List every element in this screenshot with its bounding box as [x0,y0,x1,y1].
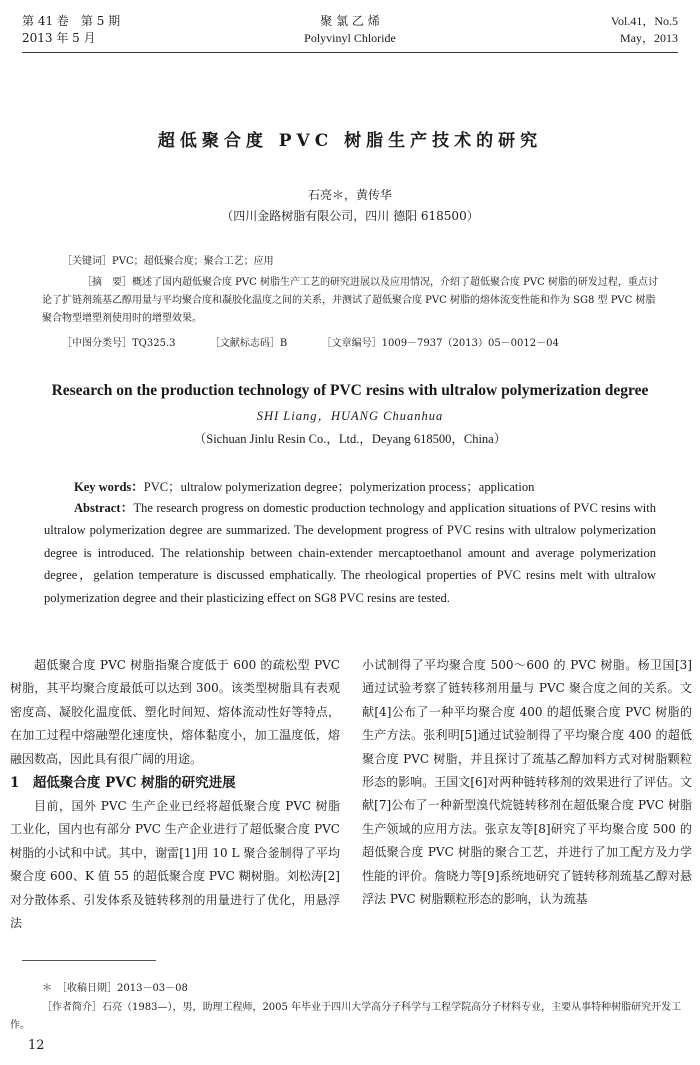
keywords-cn-label: ［关键词］ [62,256,112,267]
keywords-en-label: Key words： [74,480,144,494]
keywords-en-text: PVC；ultralow polymerization degree；polymerization process；application [143,480,535,494]
paper-title-en: Research on the production technology of PVC resins with ultralow polymerization degree [51,382,649,399]
body-column-left [10,654,340,935]
classification-codes [42,335,662,353]
running-header-right [611,13,678,47]
publication-date-cn: 2013 年 5 月 [22,31,96,45]
footnote-rule [22,960,156,961]
journal-name-en: Polyvinyl Chloride [304,31,396,45]
affiliation-cn: （四川金路树脂有限公司，四川 德阳 618500） [221,209,479,223]
article-number-label: ［文章编号］ [321,338,382,349]
abstract-cn-text: 概述了国内超低聚合度 PVC 树脂生产工艺的研究进展以及应用情况，介绍了超低聚合度 PVC 树脂的研发过程，重点讨论了扩链剂巯基乙醇用量与平均聚合度和凝胶化温度之间的关系，并测试了超低聚合度 PVC 树脂的熔体流变性能和作为 SG8 型 PVC 树脂聚合物型增塑剂使用时的增塑效果。 [42,277,658,324]
journal-name-cn: 聚 氯 乙 烯 [320,14,380,28]
running-header-center [250,13,450,47]
footnote-received-date: ＊ ［收稿日期］2013－03－08 [42,983,188,994]
abstract-en-text: The research progress on domestic production technology and application situations of PVC resins with ultralow polymerization degree are summarized. The development progress of PVC resins with ultralow polymerization degree is introduced. The relationship between chain-extender mercaptoethanol amount and average polymerization degree，gelation temperature is discussed emphatically. The rheological properties of PVC resins melt with ultralow polymerization degree and their plasticizing effect on SG8 PVC resins are tested. [44,501,656,605]
authors-en: SHI Liang，HUANG Chuanhua [256,409,444,423]
paper-title-cn: 超低聚合度 PVC 树脂生产技术的研究 [157,131,543,151]
page-number: 12 [28,1038,45,1053]
footnote-author-bio: ［作者简介］石亮（1983—），男，助理工程师，2005 年毕业于四川大学高分子科学与工程学院高分子材料专业，主要从事特种树脂研究开发工作。 [10,1002,682,1031]
clc-label: ［中图分类号］ [62,338,132,349]
abstract-cn [42,274,662,328]
abstract-cn-label: ［摘 要］ [82,277,132,288]
body-column-right [362,654,692,911]
keywords-cn-text: PVC；超低聚合度；聚合工艺；应用 [112,256,274,267]
header-rule [22,52,678,53]
volume-issue: 第 41 卷 第 5 期 [22,14,121,28]
keywords-en [44,476,656,498]
keywords-cn [42,253,662,271]
running-header-left [22,13,120,47]
doc-code-value: B [279,338,288,349]
intro-paragraph: 超低聚合度 PVC 树脂指聚合度低于 600 的疏松型 PVC 树脂，其平均聚合度最低可以达到 300。该类型树脂具有表观密度高、凝胶化温度低、塑化时间短、熔体流动性好等特点，在加工过程中熔融塑化速度快，熔体黏度小，加工温度低，熔融因数高，因此具有很广阔的用途。 [10,658,340,766]
section-1-continued-paragraph: 小试制得了平均聚合度 500～600 的 PVC 树脂。杨卫国[3]通过试验考察了链转移剂用量与 PVC 聚合度之间的关系。文献[4]公布了一种平均聚合度 400 的超低聚合度 PVC 树脂的生产方法。张利明[5]通过试验制得了平均聚合度 400 的超低聚合度 PVC 树脂，并且探讨了巯基乙醇加料方式对树脂颗粒形态的影响。王国文[6]对两种链转移剂的效果进行了评估。文献[7]公布了一种新型溴代烷链转移剂在超低聚合度 PVC 树脂生产领域的应用方法。张京友等[8]研究了平均聚合度 500 的超低聚合度 PVC 树脂的聚合工艺，并进行了加工配方及力学性能的评价。詹晓力等[9]系统地研究了链转移剂巯基乙醇对悬浮法 PVC 树脂颗粒形态的影响，认为巯基 [362,658,692,907]
publication-date-en: May，2013 [620,31,678,45]
authors-cn: 石亮＊，黄传华 [307,188,392,202]
volume-issue-en: Vol.41，No.5 [610,14,678,28]
section-1-paragraph: 目前，国外 PVC 生产企业已经将超低聚合度 PVC 树脂工业化，国内也有部分 PVC 生产企业进行了超低聚合度 PVC 树脂的小试和中试。其中，谢雷[1]用 10 L 聚合釜制得了平均聚合度 600、K 值 55 的超低聚合度 PVC 糊树脂。刘松涛[2]对分散体系、引发体系及链转移剂的用量进行了优化，用悬浮法 [10,799,340,931]
article-number-value: 1009－7937（2013）05－0012－04 [381,338,559,349]
abstract-en-label: Abstract： [74,501,134,515]
affiliation-en: （Sichuan Jinlu Resin Co.，Ltd.，Deyang 618500，China） [193,432,507,446]
abstract-en [44,497,656,609]
section-heading-1: 1 超低聚合度 PVC 树脂的研究进展 [10,775,236,792]
doc-code-label: ［文献标志码］ [209,338,280,349]
clc-value: TQ325.3 [132,338,176,349]
